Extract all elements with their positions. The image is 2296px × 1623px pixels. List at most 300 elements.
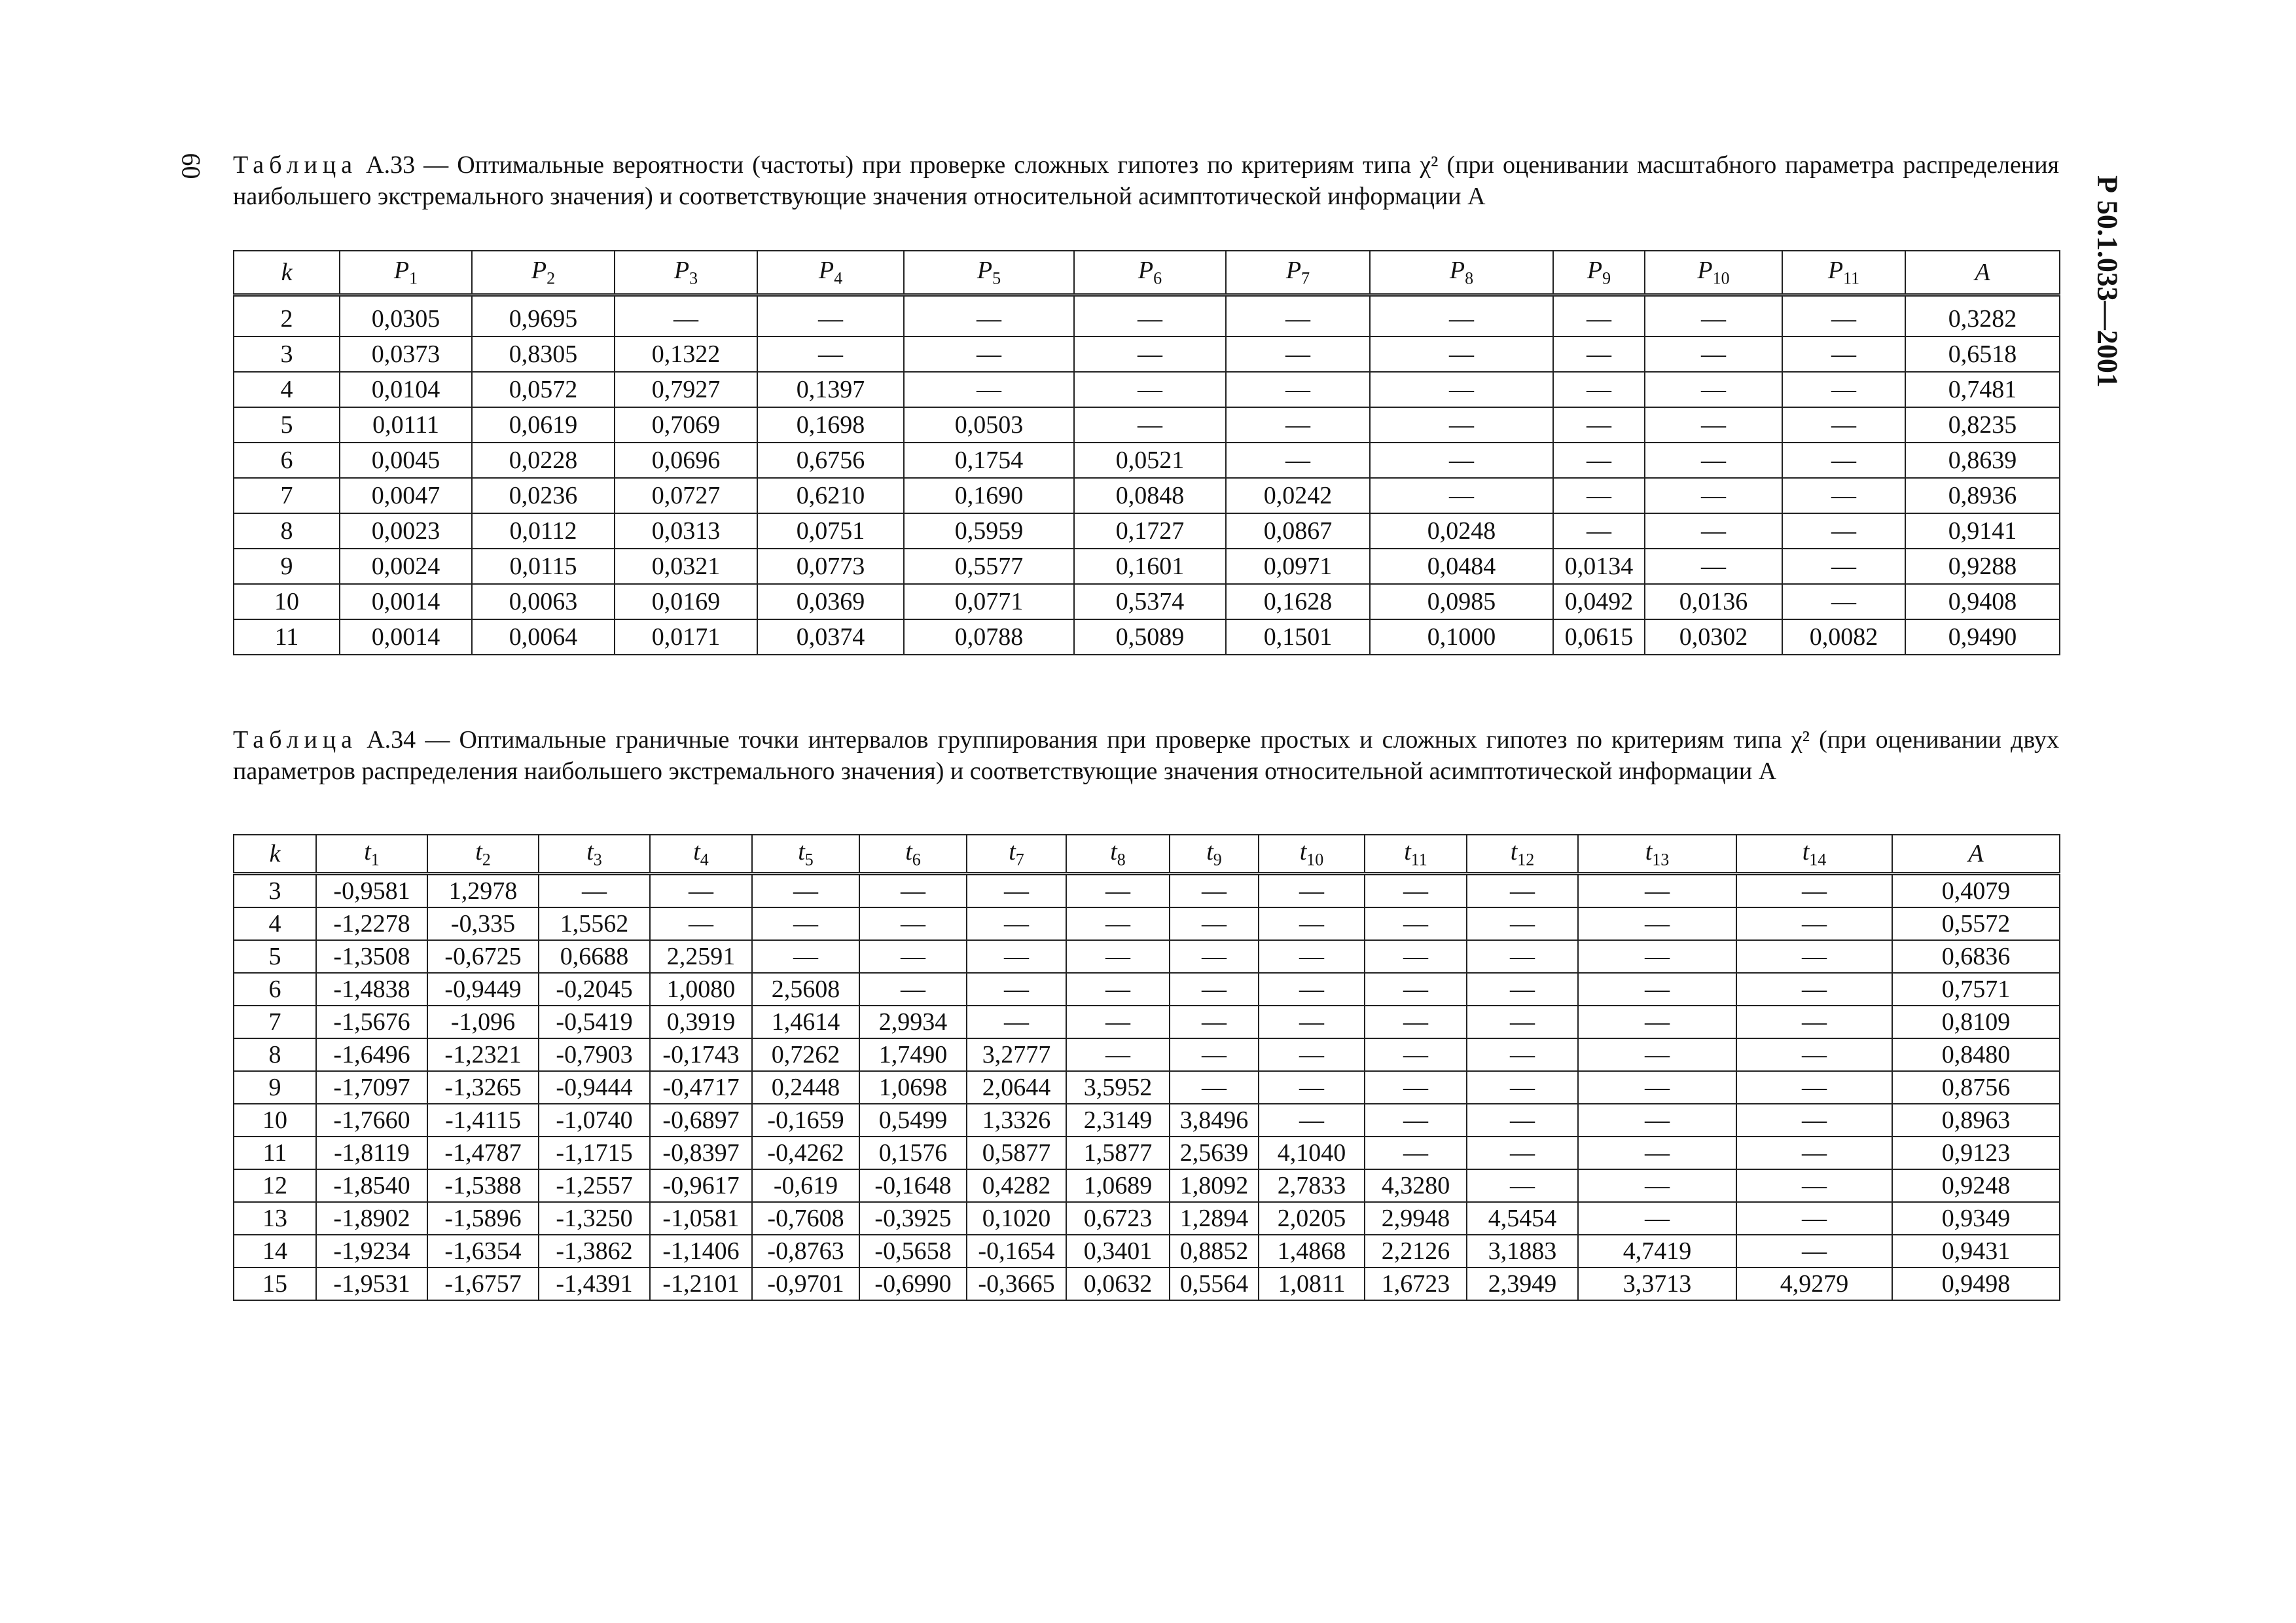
table-cell: —: [904, 337, 1074, 372]
table-cell: -1,8540: [316, 1169, 427, 1202]
table-cell: 6: [234, 443, 340, 478]
table-cell: 0,5374: [1074, 584, 1226, 619]
table-cell: 0,0302: [1645, 619, 1782, 655]
table-cell: —: [1226, 337, 1370, 372]
table-cell: —: [1553, 513, 1645, 549]
table-cell: 0,5564: [1170, 1267, 1259, 1300]
table-cell: 1,0689: [1066, 1169, 1170, 1202]
table-cell: 4,1040: [1259, 1137, 1365, 1169]
table-row: [234, 407, 2060, 443]
table-cell: -1,5388: [427, 1169, 539, 1202]
table-cell: —: [1736, 1137, 1892, 1169]
table-row: [234, 372, 2060, 407]
table-cell: 4,3280: [1365, 1169, 1467, 1202]
table-cell: 0,0788: [904, 619, 1074, 655]
column-header: $P_3$: [615, 251, 757, 295]
table-cell: 0,0228: [472, 443, 615, 478]
table-row: [234, 1071, 2060, 1104]
table-cell: -0,1648: [859, 1169, 967, 1202]
column-header: $t_8$: [1066, 835, 1170, 874]
table-cell: -1,0740: [539, 1104, 650, 1137]
table-cell: 1,5877: [1066, 1137, 1170, 1169]
table-cell: —: [967, 940, 1066, 973]
table-cell: 4: [234, 907, 316, 940]
table-cell: —: [1645, 549, 1782, 584]
table-cell: -0,1654: [967, 1235, 1066, 1267]
table-cell: -1,3862: [539, 1235, 650, 1267]
table-cell: —: [1226, 443, 1370, 478]
table-cell: —: [1074, 407, 1226, 443]
table-cell: —: [859, 874, 967, 908]
table-cell: —: [1782, 295, 1905, 337]
table-cell: 9: [234, 1071, 316, 1104]
table-cell: -1,096: [427, 1006, 539, 1038]
table-cell: 0,1727: [1074, 513, 1226, 549]
table-cell: 0,9349: [1892, 1202, 2060, 1235]
table-cell: 0,8756: [1892, 1071, 2060, 1104]
table-cell: —: [1467, 1006, 1578, 1038]
table-header-row: [234, 251, 2060, 295]
table-cell: 0,1601: [1074, 549, 1226, 584]
table-cell: -0,8397: [650, 1137, 752, 1169]
table-cell: —: [1736, 1235, 1892, 1267]
table-cell: 0,0064: [472, 619, 615, 655]
table-cell: 0,0727: [615, 478, 757, 513]
table-cell: —: [1259, 1104, 1365, 1137]
table-cell: —: [1578, 1137, 1736, 1169]
table-row: [234, 1202, 2060, 1235]
table-cell: —: [1553, 443, 1645, 478]
table-cell: 15: [234, 1267, 316, 1300]
table-cell: —: [1259, 973, 1365, 1006]
table-cell: 0,0115: [472, 549, 615, 584]
table-cell: —: [1226, 372, 1370, 407]
table-cell: —: [1467, 940, 1578, 973]
table-cell: 0,0047: [340, 478, 472, 513]
table-cell: —: [1782, 549, 1905, 584]
table-cell: —: [1170, 1038, 1259, 1071]
table-cell: -1,2278: [316, 907, 427, 940]
table-cell: 0,0484: [1370, 549, 1553, 584]
table-cell: -1,6496: [316, 1038, 427, 1071]
table-cell: -0,5658: [859, 1235, 967, 1267]
column-header: $t_4$: [650, 835, 752, 874]
column-header: $t_5$: [752, 835, 859, 874]
table-cell: 0,9431: [1892, 1235, 2060, 1267]
table-cell: 0,0014: [340, 619, 472, 655]
table-cell: 0,0169: [615, 584, 757, 619]
table-cell: -1,9531: [316, 1267, 427, 1300]
table-cell: 0,7927: [615, 372, 757, 407]
table-cell: 1,2894: [1170, 1202, 1259, 1235]
table-cell: —: [1170, 907, 1259, 940]
table-a33: [233, 250, 2060, 655]
table-cell: 0,6688: [539, 940, 650, 973]
table-cell: —: [1259, 874, 1365, 908]
table-caption-text: А.33 — Оптимальные вероятности (частоты) при проверке сложных гипотез по критериям типа χ² (при оценивании масштабного параметра распределения наибольшего экстремального значения) и соответствующие значения относительной асимптотической информации A: [233, 151, 2060, 210]
table-cell: 0,0771: [904, 584, 1074, 619]
table-cell: -0,3925: [859, 1202, 967, 1235]
table-cell: 0,1690: [904, 478, 1074, 513]
table-cell: 0,0492: [1553, 584, 1645, 619]
table-cell: —: [1782, 407, 1905, 443]
table-cell: 1,8092: [1170, 1169, 1259, 1202]
table-cell: —: [1553, 372, 1645, 407]
column-header: $t_2$: [427, 835, 539, 874]
table-cell: —: [1467, 907, 1578, 940]
table-cell: 0,0112: [472, 513, 615, 549]
table-cell: 2,7833: [1259, 1169, 1365, 1202]
table-cell: 0,0867: [1226, 513, 1370, 549]
table-cell: -1,5896: [427, 1202, 539, 1235]
table-cell: —: [1370, 443, 1553, 478]
table-cell: —: [1736, 1006, 1892, 1038]
table-cell: 0,5877: [967, 1137, 1066, 1169]
table-cell: -1,3508: [316, 940, 427, 973]
table-cell: —: [1467, 874, 1578, 908]
column-header: $t_6$: [859, 835, 967, 874]
table-cell: -1,8119: [316, 1137, 427, 1169]
table-cell: —: [1645, 407, 1782, 443]
column-header: $P_9$: [1553, 251, 1645, 295]
column-header: k: [234, 835, 316, 874]
table-cell: 0,2448: [752, 1071, 859, 1104]
table-cell: —: [1170, 973, 1259, 1006]
column-header: $t_{12}$: [1467, 835, 1578, 874]
table-cell: 3: [234, 874, 316, 908]
table-row: [234, 549, 2060, 584]
document-code-text: Р 50.1.033—2001: [2091, 175, 2124, 388]
table-cell: 2: [234, 295, 340, 337]
table-row: [234, 907, 2060, 940]
table-cell: 0,4282: [967, 1169, 1066, 1202]
table-cell: —: [1370, 295, 1553, 337]
table-cell: 0,0111: [340, 407, 472, 443]
table-cell: 0,0063: [472, 584, 615, 619]
table-cell: 0,1576: [859, 1137, 967, 1169]
table-cell: —: [1370, 337, 1553, 372]
table-cell: 2,2591: [650, 940, 752, 973]
table-cell: 0,0848: [1074, 478, 1226, 513]
table-cell: 0,0305: [340, 295, 472, 337]
column-header: $t_{13}$: [1578, 835, 1736, 874]
table-cell: 0,8963: [1892, 1104, 2060, 1137]
table-cell: 7: [234, 1006, 316, 1038]
table-cell: —: [1170, 874, 1259, 908]
column-header: $P_6$: [1074, 251, 1226, 295]
column-header: $t_1$: [316, 835, 427, 874]
table-cell: —: [1645, 513, 1782, 549]
table-row: [234, 443, 2060, 478]
table-cell: —: [904, 372, 1074, 407]
table-cell: 1,6723: [1365, 1267, 1467, 1300]
table-cell: 2,9948: [1365, 1202, 1467, 1235]
table-cell: -1,2557: [539, 1169, 650, 1202]
table-cell: 0,6756: [757, 443, 904, 478]
table-cell: —: [1467, 1104, 1578, 1137]
table-a33-caption: [233, 149, 2059, 212]
table-cell: —: [1370, 407, 1553, 443]
table-cell: 0,9141: [1905, 513, 2060, 549]
table-cell: —: [1578, 1038, 1736, 1071]
table-cell: 0,0632: [1066, 1267, 1170, 1300]
table-cell: 0,0374: [757, 619, 904, 655]
table-cell: 2,0205: [1259, 1202, 1365, 1235]
table-cell: —: [1170, 1071, 1259, 1104]
table-row: [234, 619, 2060, 655]
table-cell: —: [1645, 337, 1782, 372]
table-cell: —: [1259, 907, 1365, 940]
table-cell: 0,3919: [650, 1006, 752, 1038]
table-cell: —: [967, 1006, 1066, 1038]
table-cell: 1,2978: [427, 874, 539, 908]
table-cell: —: [1578, 1202, 1736, 1235]
table-cell: —: [1782, 584, 1905, 619]
table-cell: 0,8109: [1892, 1006, 2060, 1038]
table-cell: 0,8480: [1892, 1038, 2060, 1071]
table-cell: 0,0985: [1370, 584, 1553, 619]
table-cell: —: [1259, 940, 1365, 973]
table-cell: —: [1170, 940, 1259, 973]
table-cell: 0,6836: [1892, 940, 2060, 973]
table-cell: —: [1782, 478, 1905, 513]
table-cell: -0,8763: [752, 1235, 859, 1267]
table-cell: 0,1322: [615, 337, 757, 372]
table-cell: 1,4868: [1259, 1235, 1365, 1267]
table-cell: -1,5676: [316, 1006, 427, 1038]
table-row: [234, 1104, 2060, 1137]
table-cell: —: [1578, 940, 1736, 973]
table-cell: -1,4838: [316, 973, 427, 1006]
table-cell: —: [1074, 372, 1226, 407]
table-cell: —: [1066, 1006, 1170, 1038]
table-cell: —: [1370, 478, 1553, 513]
table-row: [234, 337, 2060, 372]
table-cell: -0,7608: [752, 1202, 859, 1235]
table-cell: 2,3949: [1467, 1267, 1578, 1300]
table-row: [234, 584, 2060, 619]
table-cell: -1,6757: [427, 1267, 539, 1300]
document-code: [2078, 144, 2137, 419]
table-cell: 0,0014: [340, 584, 472, 619]
table-cell: —: [1259, 1006, 1365, 1038]
table-cell: —: [1365, 940, 1467, 973]
table-cell: 0,5577: [904, 549, 1074, 584]
table-cell: —: [859, 973, 967, 1006]
table-cell: —: [1578, 1006, 1736, 1038]
table-cell: 0,0572: [472, 372, 615, 407]
table-cell: —: [1467, 1137, 1578, 1169]
table-cell: —: [1170, 1006, 1259, 1038]
table-cell: 0,0619: [472, 407, 615, 443]
table-row: [234, 513, 2060, 549]
table-cell: 0,8852: [1170, 1235, 1259, 1267]
table-cell: 9: [234, 549, 340, 584]
table-cell: 0,1000: [1370, 619, 1553, 655]
table-cell: 0,8305: [472, 337, 615, 372]
table-cell: —: [1736, 940, 1892, 973]
table-cell: 0,0136: [1645, 584, 1782, 619]
table-cell: 1,5562: [539, 907, 650, 940]
table-cell: —: [1074, 295, 1226, 337]
table-cell: -0,2045: [539, 973, 650, 1006]
table-cell: —: [1782, 337, 1905, 372]
table-cell: 3,3713: [1578, 1267, 1736, 1300]
table-cell: —: [1066, 907, 1170, 940]
table-cell: 0,1628: [1226, 584, 1370, 619]
table-cell: 0,9408: [1905, 584, 2060, 619]
table-cell: 7: [234, 478, 340, 513]
table-cell: -1,4391: [539, 1267, 650, 1300]
table-cell: 3,8496: [1170, 1104, 1259, 1137]
table-cell: —: [1736, 1104, 1892, 1137]
table-cell: —: [1645, 295, 1782, 337]
table-cell: —: [1645, 443, 1782, 478]
table-cell: —: [757, 337, 904, 372]
table-row: [234, 478, 2060, 513]
table-cell: 3: [234, 337, 340, 372]
column-header: $P_7$: [1226, 251, 1370, 295]
table-cell: 2,9934: [859, 1006, 967, 1038]
table-cell: 4,5454: [1467, 1202, 1578, 1235]
table-cell: -0,5419: [539, 1006, 650, 1038]
table-cell: —: [1645, 372, 1782, 407]
table-cell: —: [1074, 337, 1226, 372]
page-number: 60: [176, 153, 206, 179]
table-cell: 0,0321: [615, 549, 757, 584]
table-row: [234, 1137, 2060, 1169]
column-header: $t_3$: [539, 835, 650, 874]
column-header: $t_{14}$: [1736, 835, 1892, 874]
table-cell: 0,0521: [1074, 443, 1226, 478]
table-cell: —: [1365, 1137, 1467, 1169]
column-header: $t_{11}$: [1365, 835, 1467, 874]
table-cell: -0,4717: [650, 1071, 752, 1104]
table-cell: 5: [234, 407, 340, 443]
table-cell: —: [1066, 973, 1170, 1006]
table-cell: —: [1553, 407, 1645, 443]
column-header: $P_4$: [757, 251, 904, 295]
table-cell: -1,2321: [427, 1038, 539, 1071]
table-row: [234, 1235, 2060, 1267]
table-caption-text: А.34 — Оптимальные граничные точки интервалов группирования при проверке простых и сложных гипотез по критериям типа χ² (при оценивании двух параметров распределения наибольшего экстремального значения) и соответствующие значения относительной асимптотической информации A: [233, 726, 2059, 785]
table-cell: -0,6725: [427, 940, 539, 973]
table-cell: 3,5952: [1066, 1071, 1170, 1104]
table-cell: 0,5089: [1074, 619, 1226, 655]
table-cell: 0,9498: [1892, 1267, 2060, 1300]
table-cell: —: [1578, 907, 1736, 940]
table-cell: 0,0171: [615, 619, 757, 655]
table-cell: 14: [234, 1235, 316, 1267]
table-cell: —: [967, 874, 1066, 908]
table-cell: —: [1226, 295, 1370, 337]
table-cell: 0,0369: [757, 584, 904, 619]
table-header-row: [234, 835, 2060, 874]
table-cell: -0,6897: [650, 1104, 752, 1137]
table-cell: 1,3326: [967, 1104, 1066, 1137]
table-cell: 0,0373: [340, 337, 472, 372]
table-cell: -0,335: [427, 907, 539, 940]
table-cell: -1,0581: [650, 1202, 752, 1235]
table-cell: -1,4115: [427, 1104, 539, 1137]
table-cell: -1,9234: [316, 1235, 427, 1267]
table-cell: 4,7419: [1578, 1235, 1736, 1267]
table-cell: —: [1365, 1006, 1467, 1038]
table-cell: 0,6723: [1066, 1202, 1170, 1235]
table-cell: —: [752, 874, 859, 908]
table-cell: -1,3265: [427, 1071, 539, 1104]
table-cell: 2,0644: [967, 1071, 1066, 1104]
table-cell: 0,1698: [757, 407, 904, 443]
table-cell: 1,0080: [650, 973, 752, 1006]
table-cell: 8: [234, 1038, 316, 1071]
table-cell: 4,9279: [1736, 1267, 1892, 1300]
table-cell: 8: [234, 513, 340, 549]
table-cell: 0,0024: [340, 549, 472, 584]
table-cell: -0,9449: [427, 973, 539, 1006]
column-header: k: [234, 251, 340, 295]
table-row: [234, 1169, 2060, 1202]
table-a34-caption: [233, 724, 2059, 787]
table-cell: 0,9695: [472, 295, 615, 337]
table-cell: 0,9123: [1892, 1137, 2060, 1169]
table-cell: 0,0615: [1553, 619, 1645, 655]
table-cell: -1,1715: [539, 1137, 650, 1169]
table-cell: 0,8235: [1905, 407, 2060, 443]
table-cell: —: [859, 907, 967, 940]
table-cell: —: [859, 940, 967, 973]
table-cell: 0,7481: [1905, 372, 2060, 407]
table-cell: —: [1467, 973, 1578, 1006]
table-cell: 0,3282: [1905, 295, 2060, 337]
table-cell: 10: [234, 1104, 316, 1137]
table-cell: 0,1754: [904, 443, 1074, 478]
column-header: $P_{11}$: [1782, 251, 1905, 295]
table-cell: -0,4262: [752, 1137, 859, 1169]
table-cell: —: [1578, 973, 1736, 1006]
table-cell: 0,8639: [1905, 443, 2060, 478]
table-cell: 0,0045: [340, 443, 472, 478]
table-cell: —: [650, 874, 752, 908]
table-cell: —: [650, 907, 752, 940]
table-cell: 2,2126: [1365, 1235, 1467, 1267]
column-header: $P_5$: [904, 251, 1074, 295]
table-cell: -1,3250: [539, 1202, 650, 1235]
column-header: $P_8$: [1370, 251, 1553, 295]
table-cell: 5: [234, 940, 316, 973]
table-cell: 1,0811: [1259, 1267, 1365, 1300]
table-cell: —: [1736, 1071, 1892, 1104]
table-cell: —: [539, 874, 650, 908]
table-cell: —: [967, 973, 1066, 1006]
table-cell: 0,9288: [1905, 549, 2060, 584]
table-cell: 2,3149: [1066, 1104, 1170, 1137]
table-cell: 1,7490: [859, 1038, 967, 1071]
column-header: A: [1905, 251, 2060, 295]
table-cell: 0,0242: [1226, 478, 1370, 513]
table-cell: —: [1467, 1169, 1578, 1202]
table-row: [234, 295, 2060, 337]
table-cell: -0,1743: [650, 1038, 752, 1071]
table-cell: -1,8902: [316, 1202, 427, 1235]
table-cell: -1,2101: [650, 1267, 752, 1300]
table-cell: —: [1553, 478, 1645, 513]
table-cell: —: [1782, 372, 1905, 407]
table-cell: 0,7571: [1892, 973, 2060, 1006]
table-cell: 0,9490: [1905, 619, 2060, 655]
table-cell: -1,6354: [427, 1235, 539, 1267]
table-cell: —: [1259, 1071, 1365, 1104]
